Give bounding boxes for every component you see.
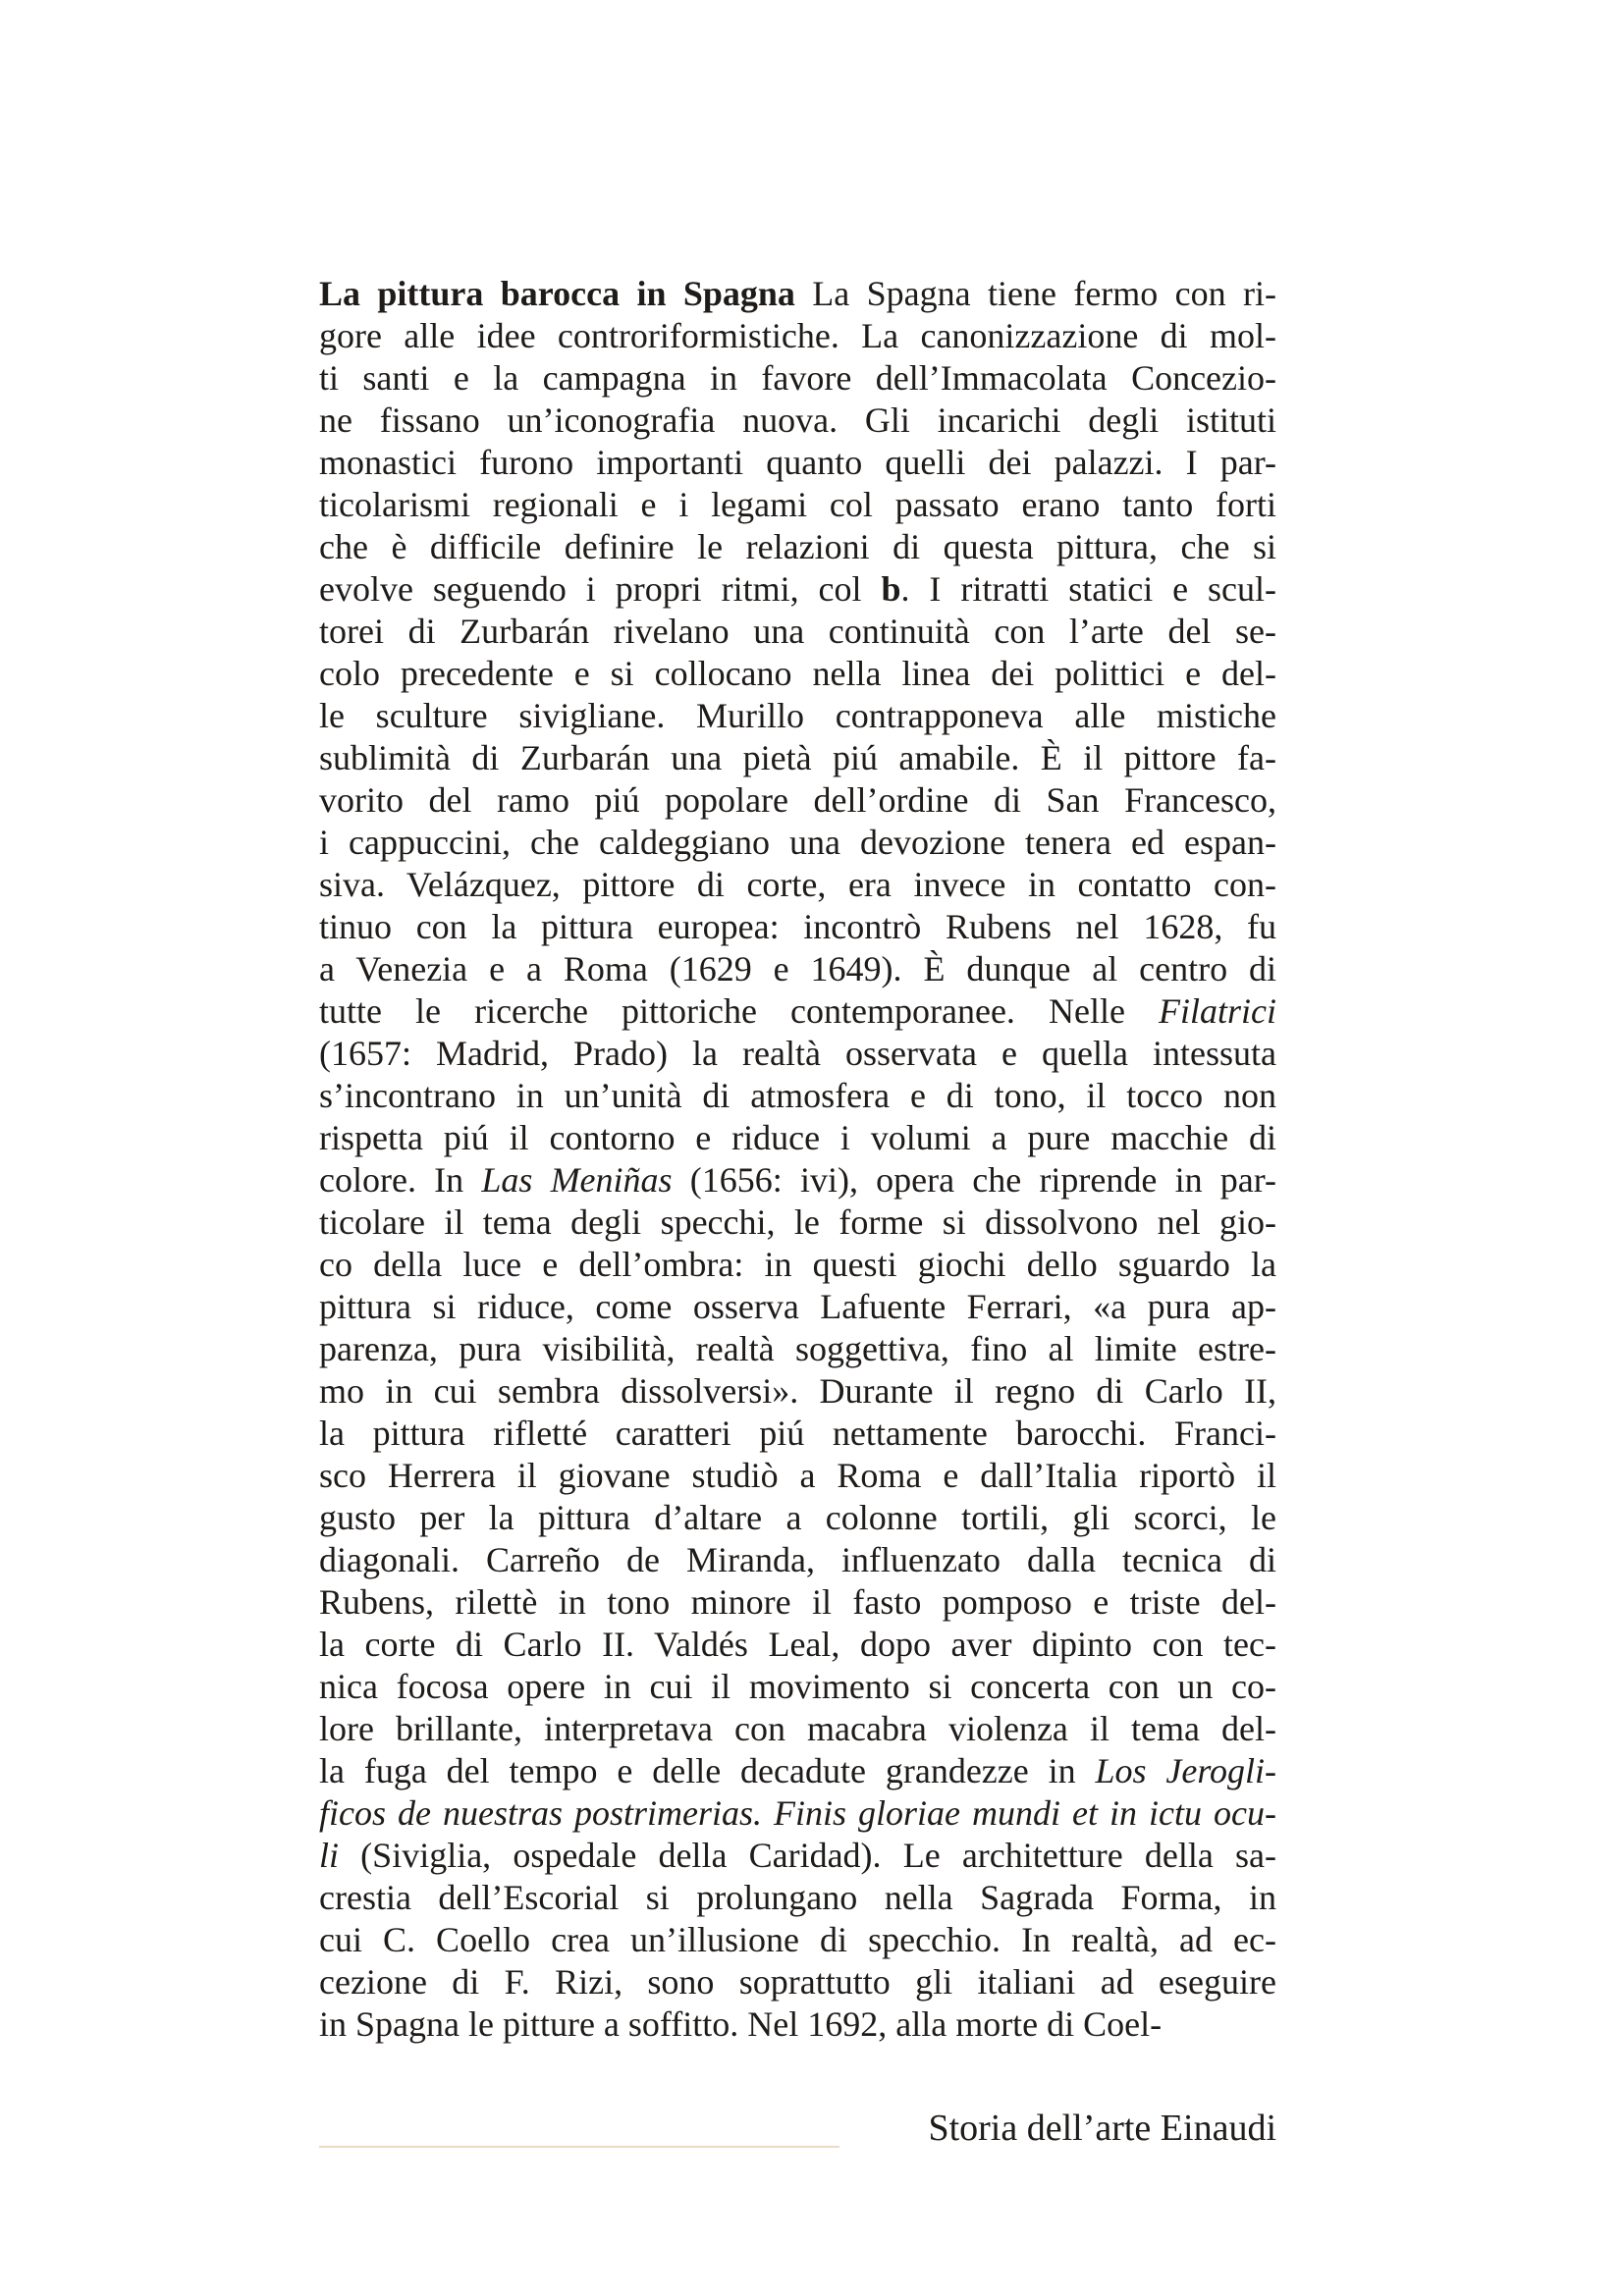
text-run: ti santi e la campagna in favore dell’Immacolata Concezio- bbox=[319, 358, 1276, 398]
text-run: ne fissano un’iconografia nuova. Gli incarichi degli istituti bbox=[319, 400, 1276, 440]
text-line bbox=[319, 1455, 1276, 1497]
text-run: co della luce e dell’ombra: in questi giochi dello sguardo la bbox=[319, 1245, 1276, 1284]
text-run: la pittura rifletté caratteri piú nettamente barocchi. Franci- bbox=[319, 1414, 1276, 1453]
text-run: crestia dell’Escorial si prolungano nella Sagrada Forma, in bbox=[319, 1878, 1276, 1917]
text-run: ticolare il tema degli specchi, le forme si dissolvono nel gio- bbox=[319, 1202, 1276, 1242]
text-line bbox=[319, 1159, 1276, 1201]
text-run: le sculture sivigliane. Murillo contrapponeva alle mistiche bbox=[319, 696, 1276, 735]
text-run: mo in cui sembra dissolversi». Durante il regno di Carlo II, bbox=[319, 1371, 1276, 1411]
text-line bbox=[319, 1497, 1276, 1539]
text-run: evolve seguendo i propri ritmi, col bbox=[319, 569, 882, 609]
text-line bbox=[319, 1286, 1276, 1328]
text-line bbox=[319, 1624, 1276, 1666]
text-run: i cappuccini, che caldeggiano una devozione tenera ed espan- bbox=[319, 823, 1276, 862]
text-line bbox=[319, 442, 1276, 484]
text-line bbox=[319, 1666, 1276, 1708]
text-run: monastici furono importanti quanto quelli dei palazzi. I par- bbox=[319, 443, 1276, 482]
text-run: ticolarismi regionali e i legami col passato erano tanto forti bbox=[319, 485, 1276, 524]
text-line bbox=[319, 484, 1276, 526]
italic-text: Filatrici bbox=[1159, 991, 1276, 1031]
text-line bbox=[319, 990, 1276, 1033]
text-line bbox=[319, 1117, 1276, 1159]
text-run: gore alle idee controriformistiche. La canonizzazione di mol- bbox=[319, 316, 1276, 355]
text-line bbox=[319, 568, 1276, 611]
text-line bbox=[319, 315, 1276, 357]
text-line bbox=[319, 1370, 1276, 1413]
text-run: siva. Velázquez, pittore di corte, era invece in contatto con- bbox=[319, 865, 1276, 904]
text-run: (1656: ivi), opera che riprende in par- bbox=[672, 1160, 1277, 1200]
text-run: (1657: Madrid, Prado) la realtà osservata e quella intessuta bbox=[319, 1034, 1276, 1073]
text-run: cui C. Coello crea un’illusione di specchio. In realtà, ad ec- bbox=[319, 1920, 1276, 1959]
text-run: La Spagna tiene fermo con ri- bbox=[794, 274, 1277, 313]
text-line bbox=[319, 357, 1276, 400]
bold-text: La pittura barocca in Spagna bbox=[319, 274, 795, 313]
text-line bbox=[319, 1413, 1276, 1455]
text-run: torei di Zurbarán rivelano una continuità con l’arte del se- bbox=[319, 612, 1276, 651]
text-line bbox=[319, 1919, 1276, 1961]
text-run: (Siviglia, ospedale della Caridad). Le architetture della sa- bbox=[339, 1836, 1276, 1875]
text-run: cezione di F. Rizi, sono soprattutto gli italiani ad eseguire bbox=[319, 1962, 1276, 2002]
text-run: colore. In bbox=[319, 1160, 482, 1200]
text-run: nica focosa opere in cui il movimento si concerta con un co- bbox=[319, 1667, 1276, 1706]
text-line bbox=[319, 1835, 1276, 1877]
text-run: colo precedente e si collocano nella linea dei polittici e del- bbox=[319, 654, 1276, 693]
text-line bbox=[319, 611, 1276, 653]
text-line bbox=[319, 400, 1276, 442]
text-run: lore brillante, interpretava con macabra violenza il tema del- bbox=[319, 1709, 1276, 1748]
text-run: in Spagna le pitture a soffitto. Nel 1692, alla morte di Coel- bbox=[319, 2004, 1163, 2044]
text-run: gusto per la pittura d’altare a colonne tortili, gli scorci, le bbox=[319, 1498, 1276, 1537]
text-line bbox=[319, 1708, 1276, 1750]
text-line bbox=[319, 906, 1276, 948]
text-line bbox=[319, 1201, 1276, 1244]
text-line bbox=[319, 1792, 1276, 1835]
footer-title: Storia dell’arte Einaudi bbox=[928, 2108, 1276, 2149]
text-line bbox=[319, 822, 1276, 864]
text-line bbox=[319, 948, 1276, 990]
text-line bbox=[319, 737, 1276, 779]
text-run: . I ritratti statici e scul- bbox=[900, 569, 1276, 609]
text-line bbox=[319, 779, 1276, 822]
text-run: s’incontrano in un’unità di atmosfera e di tono, il tocco non bbox=[319, 1076, 1276, 1115]
bold-text: b bbox=[881, 569, 901, 609]
text-run: la corte di Carlo II. Valdés Leal, dopo aver dipinto con tec- bbox=[319, 1625, 1276, 1664]
text-run: parenza, pura visibilità, realtà soggettiva, fino al limite estre- bbox=[319, 1329, 1276, 1368]
article-body bbox=[319, 273, 1276, 2046]
text-run: sco Herrera il giovane studiò a Roma e dall’Italia riportò il bbox=[319, 1456, 1276, 1495]
text-run: tinuo con la pittura europea: incontrò Rubens nel 1628, fu bbox=[319, 907, 1276, 946]
text-line bbox=[319, 1075, 1276, 1117]
text-run: vorito del ramo piú popolare dell’ordine di San Francesco, bbox=[319, 780, 1276, 820]
text-line bbox=[319, 1581, 1276, 1624]
text-run: a Venezia e a Roma (1629 e 1649). È dunque al centro di bbox=[319, 949, 1276, 988]
text-run: tutte le ricerche pittoriche contemporanee. Nelle bbox=[319, 991, 1159, 1031]
text-line bbox=[319, 695, 1276, 737]
italic-text: Las Meniñas bbox=[481, 1160, 673, 1200]
text-line bbox=[319, 2003, 1276, 2046]
text-run: pittura si riduce, come osserva Lafuente Ferrari, «a pura ap- bbox=[319, 1287, 1276, 1326]
text-line bbox=[319, 653, 1276, 695]
text-line bbox=[319, 1539, 1276, 1581]
text-run: Rubens, rilettè in tono minore il fasto pomposo e triste del- bbox=[319, 1582, 1276, 1622]
text-line bbox=[319, 1961, 1276, 2003]
text-run: che è difficile definire le relazioni di questa pittura, che si bbox=[319, 527, 1276, 566]
text-line bbox=[319, 526, 1276, 568]
italic-text: ficos de nuestras postrimerias. Finis gloriae mundi et in ictu ocu- bbox=[319, 1793, 1276, 1833]
text-run: la fuga del tempo e delle decadute grandezze in bbox=[319, 1751, 1096, 1790]
italic-text: li bbox=[319, 1836, 340, 1875]
text-run: rispetta piú il contorno e riduce i volumi a pure macchie di bbox=[319, 1118, 1276, 1157]
text-line bbox=[319, 1033, 1276, 1075]
text-line bbox=[319, 1750, 1276, 1792]
text-run: diagonali. Carreño de Miranda, influenzato dalla tecnica di bbox=[319, 1540, 1276, 1579]
text-run: sublimità di Zurbarán una pietà piú amabile. È il pittore fa- bbox=[319, 738, 1276, 777]
text-line bbox=[319, 1328, 1276, 1370]
footer-divider bbox=[319, 2146, 839, 2148]
text-line bbox=[319, 1244, 1276, 1286]
text-line bbox=[319, 1877, 1276, 1919]
italic-text: Los Jerogli- bbox=[1095, 1751, 1276, 1790]
text-line bbox=[319, 273, 1276, 315]
text-line bbox=[319, 864, 1276, 906]
